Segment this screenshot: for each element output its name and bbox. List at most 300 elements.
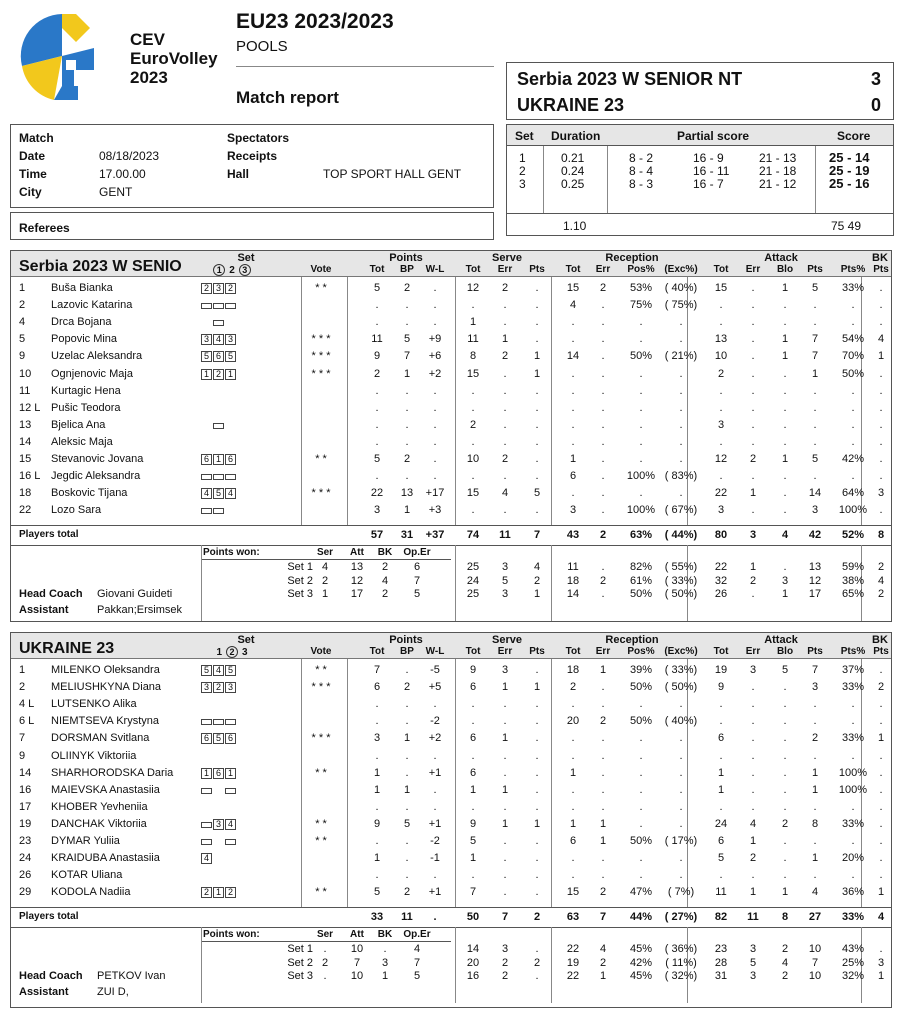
- total-bkpts: 4: [877, 911, 885, 923]
- stat-tot: 9: [373, 350, 381, 363]
- stat-pos: .: [639, 453, 643, 465]
- player-name: Bjelica Ana: [51, 418, 106, 431]
- stat-bp: 1: [403, 504, 411, 517]
- stat-err: .: [751, 800, 755, 813]
- stat-ptsp: 100%: [838, 766, 868, 779]
- points-won-label: Points won:: [203, 929, 260, 940]
- stat-wl: +17: [425, 487, 445, 500]
- stat-pos: .: [639, 367, 643, 380]
- stat-tot: .: [471, 698, 475, 711]
- stat-pts: 5: [811, 282, 819, 294]
- column-divider: [201, 927, 202, 1003]
- stat-pts: .: [813, 470, 817, 483]
- set-number-header: [203, 646, 261, 658]
- stat-blo: .: [783, 749, 787, 762]
- set-stat-label: Set 1: [287, 943, 313, 955]
- stat-blo: .: [783, 384, 787, 397]
- set-duration: 0.21: [561, 151, 585, 165]
- stat-pts: .: [813, 869, 817, 882]
- head-coach-label: Head Coach: [19, 588, 83, 600]
- stat-tot: 13: [714, 333, 728, 346]
- stat-pts: 1: [533, 681, 541, 694]
- player-set-positions: [201, 870, 237, 882]
- stat-tot: .: [375, 316, 379, 329]
- set-stat-value: 14: [566, 588, 580, 600]
- stat-pos: 100%: [626, 504, 656, 517]
- set-substitute-box: [201, 508, 212, 514]
- col-pos: Pos%: [627, 264, 655, 275]
- set-substitute-box: [225, 719, 236, 725]
- set-points-won-ser: .: [323, 970, 327, 982]
- stat-tot: 6: [373, 681, 381, 694]
- set-stat-value: 17: [808, 588, 822, 600]
- stat-tot: .: [375, 470, 379, 483]
- player-number: 7: [19, 732, 26, 745]
- total-blo: 8: [781, 911, 789, 923]
- col-wl: W-L: [425, 264, 445, 275]
- stat-pts: .: [535, 852, 539, 865]
- stat-tot: 5: [373, 886, 381, 899]
- stat-pos: .: [639, 732, 643, 745]
- stat-bp: .: [405, 664, 409, 676]
- player-name: Aleksic Maja: [51, 435, 113, 448]
- player-set-positions: [201, 300, 237, 312]
- player-number: 1: [19, 282, 26, 294]
- player-vote: * * *: [311, 681, 331, 694]
- stat-tot: .: [719, 698, 723, 711]
- vote-header: Vote: [310, 264, 332, 275]
- stat-wl: +1: [428, 766, 442, 779]
- stat-exc: .: [679, 333, 683, 346]
- set-starting-position: 3: [213, 819, 224, 830]
- player-set-positions: [201, 454, 237, 466]
- set-stat-label: Set 1: [287, 561, 313, 573]
- set-duration: 0.24: [561, 164, 585, 178]
- set-stat-value: 25: [466, 561, 480, 573]
- stat-ptsp: 20%: [841, 852, 865, 865]
- stat-err: .: [751, 316, 755, 329]
- set-header-1: 1: [213, 264, 225, 276]
- stat-err: 1: [501, 681, 509, 694]
- set-substitute-box: [213, 423, 224, 429]
- set-stat-value: 2: [877, 588, 885, 600]
- set-stat-value: 2: [533, 574, 541, 587]
- stat-blo: 1: [781, 333, 789, 346]
- stat-wl: .: [433, 401, 437, 414]
- set-substitute-box: [201, 474, 212, 480]
- player-set-positions: [201, 665, 237, 677]
- player-name: Pušic Teodora: [51, 401, 121, 414]
- stat-pos: .: [639, 401, 643, 414]
- stat-tot: .: [375, 835, 379, 847]
- stat-ptsp: .: [851, 835, 855, 847]
- partial-score-16: 16 - 11: [693, 164, 730, 178]
- stat-exc: .: [679, 384, 683, 397]
- set-stat-value: 5: [749, 956, 757, 969]
- stat-wl: .: [433, 282, 437, 294]
- set-starting-position: 5: [225, 665, 236, 676]
- stat-ptsp: .: [851, 299, 855, 312]
- stat-pts: 1: [533, 817, 541, 830]
- assistant-name: ZUI D,: [97, 986, 129, 998]
- match-info-box: [10, 124, 494, 208]
- set-substitute-box: [201, 822, 212, 828]
- stat-tot: .: [471, 869, 475, 882]
- stat-tot: .: [471, 504, 475, 517]
- stat-blo: .: [783, 504, 787, 517]
- player-name: KODOLA Nadiia: [51, 886, 131, 899]
- stat-err: 1: [749, 835, 757, 847]
- set-starting-position: 2: [213, 682, 224, 693]
- stat-pts: 7: [811, 350, 819, 363]
- stat-wl: .: [433, 698, 437, 711]
- set-stat-value: 61%: [629, 574, 653, 587]
- stat-err: 4: [749, 817, 757, 830]
- set-stat-value: 2: [781, 943, 789, 955]
- stat-tot: .: [471, 401, 475, 414]
- set-stat-label: Set 3: [287, 970, 313, 982]
- stat-wl: +6: [428, 350, 442, 363]
- stat-wl: .: [433, 470, 437, 483]
- stat-exc: ( 21%): [664, 350, 698, 363]
- attack-header: Attack: [764, 252, 798, 264]
- set-stat-value: 2: [781, 970, 789, 982]
- set-stat-value: 3: [501, 561, 509, 573]
- player-set-positions: [201, 733, 237, 745]
- set-stat-value: 3: [877, 956, 885, 969]
- set-starting-position: 3: [201, 334, 212, 345]
- set-stat-value: 1: [749, 561, 757, 573]
- set-stat-value: 2: [501, 956, 509, 969]
- stat-tot: 6: [569, 835, 577, 847]
- total-tot: 43: [566, 529, 580, 541]
- stat-pos: .: [639, 869, 643, 882]
- stat-tot: 6: [569, 470, 577, 483]
- stat-pts: .: [535, 886, 539, 899]
- player-number: 5: [19, 333, 26, 346]
- match-label: Match: [19, 131, 54, 145]
- stat-pts: .: [535, 715, 539, 728]
- stat-tot: .: [471, 800, 475, 813]
- stat-blo: .: [783, 470, 787, 483]
- stat-tot: .: [571, 749, 575, 762]
- set-starting-position: 1: [201, 369, 212, 380]
- set-stat-label: Set 2: [287, 956, 313, 969]
- set-number-header: [203, 264, 261, 276]
- city-value: GENT: [99, 185, 133, 199]
- pw-oper: Op.Er: [403, 929, 431, 940]
- stat-pts: .: [813, 698, 817, 711]
- stat-wl: .: [433, 453, 437, 465]
- stat-wl: -2: [430, 835, 440, 847]
- player-number: 17: [19, 800, 32, 813]
- player-name: Buša Bianka: [51, 282, 113, 294]
- stat-tot: 1: [569, 766, 577, 779]
- stat-exc: .: [679, 749, 683, 762]
- stat-bp: 2: [403, 282, 411, 294]
- set-stat-value: .: [751, 588, 755, 600]
- stat-exc: .: [679, 783, 683, 796]
- stat-wl: -2: [430, 715, 440, 728]
- stat-tot: 1: [717, 766, 725, 779]
- stat-err: .: [601, 504, 605, 517]
- total-exc: ( 27%): [664, 911, 698, 923]
- set-scores-box: [506, 124, 894, 236]
- stat-err: .: [503, 869, 507, 882]
- set-stat-value: 7: [811, 956, 819, 969]
- stat-err: .: [503, 367, 507, 380]
- stat-tot: 19: [714, 664, 728, 676]
- stat-ptsp: 64%: [841, 487, 865, 500]
- partial-score-16: 16 - 7: [693, 177, 724, 191]
- stat-pts: .: [813, 715, 817, 728]
- stat-tot: 1: [469, 316, 477, 329]
- player-number: 11: [19, 384, 31, 397]
- stat-pts: .: [535, 333, 539, 346]
- stat-pts: 1: [533, 350, 541, 363]
- player-name: NIEMTSEVA Krystyna: [51, 715, 159, 728]
- set-points-won-ser: 2: [321, 574, 329, 587]
- stat-ptsp: .: [851, 418, 855, 431]
- set-stat-value: 2: [749, 574, 757, 587]
- stat-exc: .: [679, 732, 683, 745]
- reception-header: Reception: [605, 634, 659, 646]
- stat-pts: .: [813, 749, 817, 762]
- total-top-rule: [11, 525, 891, 526]
- stat-tot: 14: [566, 350, 580, 363]
- player-name: LUTSENKO Alika: [51, 698, 137, 711]
- bk-header: BK: [872, 252, 888, 264]
- stat-pts: .: [813, 835, 817, 847]
- stat-bkpts: .: [879, 282, 883, 294]
- stat-tot: .: [719, 299, 723, 312]
- player-set-positions: [201, 853, 237, 865]
- stat-bp: .: [405, 800, 409, 813]
- total-tot: 74: [466, 529, 480, 541]
- set-stat-value: 16: [466, 970, 480, 982]
- total-pos: 63%: [629, 529, 653, 541]
- vote-header: Vote: [310, 646, 332, 657]
- stat-err: 2: [749, 852, 757, 865]
- stat-pts: .: [535, 869, 539, 882]
- time-label: Time: [19, 167, 47, 181]
- stat-ptsp: 100%: [838, 504, 868, 517]
- stat-pos: .: [639, 316, 643, 329]
- stat-pos: .: [639, 766, 643, 779]
- stat-pts: .: [535, 418, 539, 431]
- stat-pos: .: [639, 418, 643, 431]
- stat-exc: .: [679, 367, 683, 380]
- player-number: 16 L: [19, 470, 41, 483]
- stat-err: 2: [749, 453, 757, 465]
- col-ptsp: Pts%: [840, 264, 866, 275]
- stat-ptsp: .: [851, 435, 855, 448]
- set-score: 25 - 14: [829, 150, 870, 165]
- partial-score-21: 21 - 13: [759, 151, 797, 165]
- stat-err: .: [751, 384, 755, 397]
- player-name: DORSMAN Svitlana: [51, 732, 150, 745]
- stat-blo: .: [783, 835, 787, 847]
- total-top-rule: [11, 907, 891, 908]
- set-points-won-oper: 4: [413, 943, 421, 955]
- stat-tot: .: [571, 800, 575, 813]
- head-coach-label: Head Coach: [19, 970, 83, 982]
- set-stat-value: 20: [466, 956, 480, 969]
- stat-pos: 50%: [629, 681, 653, 694]
- set-stat-value: 3: [749, 943, 757, 955]
- stat-pos: 53%: [629, 282, 653, 294]
- team-a-stats: [10, 250, 892, 622]
- player-name: Ognjenovic Maja: [51, 367, 133, 380]
- stat-exc: ( 50%): [664, 681, 698, 694]
- stat-err: .: [751, 418, 755, 431]
- player-name: Uzelac Aleksandra: [51, 350, 143, 363]
- stat-tot: 1: [469, 852, 477, 865]
- stat-pts: 1: [811, 766, 819, 779]
- stat-err: .: [751, 470, 755, 483]
- stat-err: .: [751, 504, 755, 517]
- stat-tot: .: [375, 715, 379, 728]
- set-stat-value: 65%: [841, 588, 865, 600]
- stat-pts: 14: [808, 487, 822, 500]
- set-starting-position: 6: [201, 454, 212, 465]
- stat-tot: 1: [569, 453, 577, 465]
- stat-pts: .: [535, 401, 539, 414]
- stat-tot: 7: [373, 664, 381, 676]
- time-value: 17.00.00: [99, 167, 146, 181]
- stat-tot: 1: [569, 817, 577, 830]
- stat-err: .: [601, 350, 605, 363]
- stat-bp: 1: [403, 367, 411, 380]
- stat-pos: .: [639, 783, 643, 796]
- stat-blo: .: [783, 316, 787, 329]
- set-points-won-ser: 2: [321, 956, 329, 969]
- stat-tot: 11: [371, 333, 383, 346]
- stat-wl: +2: [428, 732, 442, 745]
- stat-tot: .: [375, 698, 379, 711]
- stat-bkpts: .: [879, 715, 883, 728]
- set-substitute-box: [201, 788, 212, 794]
- player-set-positions: [201, 716, 237, 728]
- stat-exc: .: [679, 418, 683, 431]
- stat-pts: 7: [811, 664, 819, 676]
- set-substitute-box: [213, 508, 224, 514]
- set-stat-value: ( 50%): [664, 588, 698, 600]
- stat-err: .: [601, 418, 605, 431]
- stat-err: .: [503, 418, 507, 431]
- partial-score-21: 21 - 12: [759, 177, 797, 191]
- col-wl: W-L: [425, 646, 445, 657]
- hall-label: Hall: [227, 167, 250, 181]
- player-number: 14: [19, 435, 32, 448]
- stat-ptsp: .: [851, 800, 855, 813]
- stat-err: .: [751, 732, 755, 745]
- set-stat-value: 2: [533, 956, 541, 969]
- stat-pos: .: [639, 817, 643, 830]
- set-stat-value: 3: [501, 588, 509, 600]
- stat-bkpts: .: [879, 698, 883, 711]
- stat-err: .: [503, 384, 507, 397]
- set-stat-value: 5: [501, 574, 509, 587]
- stat-bkpts: 3: [877, 487, 885, 500]
- player-number: 24: [19, 852, 32, 865]
- total-blo: 4: [781, 529, 789, 541]
- set-starting-position: 4: [225, 819, 236, 830]
- stat-tot: 1: [373, 766, 381, 779]
- set-starting-position: 6: [213, 768, 224, 779]
- player-name: OLIINYK Viktoriia: [51, 749, 137, 762]
- set-stat-value: 45%: [629, 943, 653, 955]
- total-err: 7: [501, 911, 509, 923]
- player-vote: * * *: [311, 350, 331, 363]
- stat-bp: 5: [403, 333, 411, 346]
- stat-pts: 2: [811, 732, 819, 745]
- stat-tot: .: [571, 384, 575, 397]
- set-stat-value: 10: [808, 943, 822, 955]
- column-divider: [301, 659, 302, 907]
- player-vote: * * *: [311, 487, 331, 500]
- player-set-positions: [201, 682, 237, 694]
- col-pts: Pts: [529, 264, 545, 275]
- stat-ptsp: 33%: [841, 681, 865, 694]
- partial-col-header: Partial score: [677, 129, 750, 143]
- stat-tot: .: [375, 384, 379, 397]
- set-stat-value: 3: [501, 943, 509, 955]
- stat-bp: .: [405, 852, 409, 865]
- set-number: 1: [519, 151, 526, 165]
- pw-ser: Ser: [316, 547, 334, 558]
- stat-bp: .: [405, 698, 409, 711]
- set-stat-value: ( 33%): [664, 574, 698, 587]
- stat-err: 2: [599, 282, 607, 294]
- col-err: Err: [497, 264, 513, 275]
- stat-bp: 2: [403, 681, 411, 694]
- col-tot: Tot: [713, 646, 729, 657]
- player-set-positions: [201, 802, 237, 814]
- stat-err: .: [503, 698, 507, 711]
- set-stat-value: 3: [781, 574, 789, 587]
- set-starting-position: 1: [213, 454, 224, 465]
- referees-label: Referees: [19, 221, 70, 235]
- stat-bp: 7: [403, 350, 411, 363]
- player-set-positions: [201, 836, 237, 848]
- player-vote: * * *: [311, 732, 331, 745]
- set-score: 25 - 19: [829, 163, 870, 178]
- set-substitute-box: [213, 303, 224, 309]
- set-starting-position: 3: [213, 283, 224, 294]
- set-points-won-bk: 1: [381, 970, 389, 982]
- player-number: 9: [19, 749, 26, 762]
- set-stat-value: 1: [599, 970, 607, 982]
- attack-header: Attack: [764, 634, 798, 646]
- stat-err: 1: [749, 886, 757, 899]
- stat-pts: .: [813, 800, 817, 813]
- set-stat-value: 12: [808, 574, 822, 587]
- stat-bp: .: [405, 470, 409, 483]
- stat-tot: .: [719, 715, 723, 728]
- set-stat-value: 2: [501, 970, 509, 982]
- stat-tot: .: [471, 749, 475, 762]
- stat-ptsp: .: [851, 470, 855, 483]
- stat-tot: .: [375, 299, 379, 312]
- total-pts: 7: [533, 529, 541, 541]
- stat-tot: .: [375, 800, 379, 813]
- stat-pts: 1: [811, 367, 819, 380]
- stat-err: 2: [599, 886, 607, 899]
- stat-bp: .: [405, 316, 409, 329]
- player-set-positions: [201, 768, 237, 780]
- stat-tot: .: [471, 384, 475, 397]
